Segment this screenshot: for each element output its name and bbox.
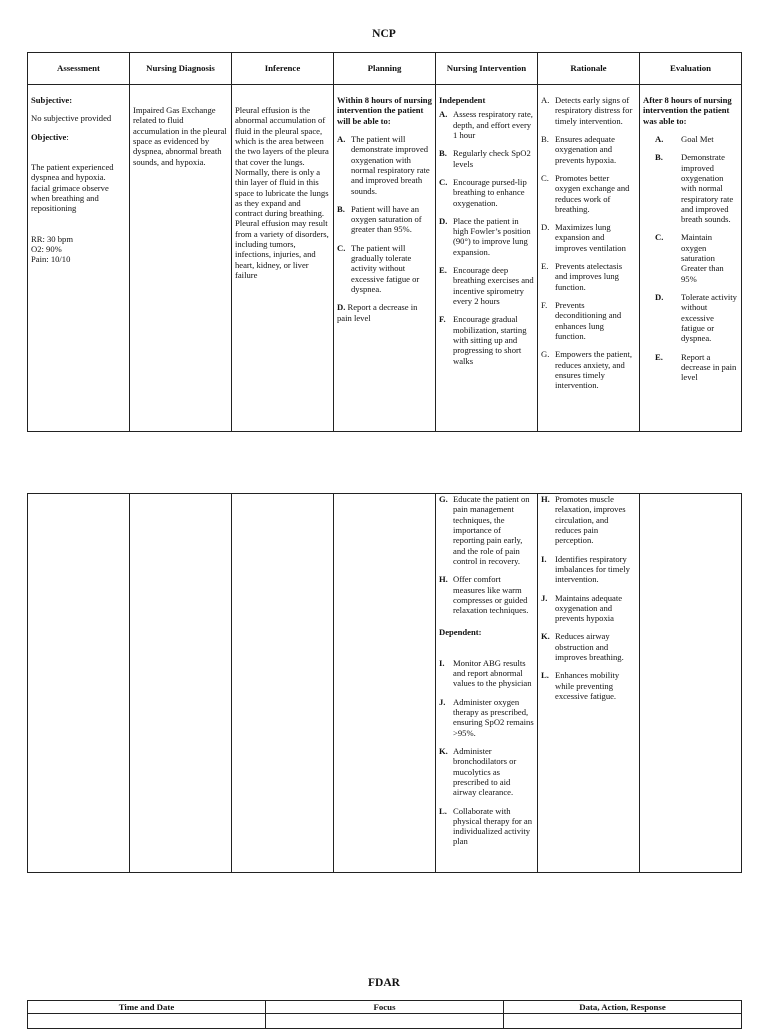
list-letter: D.: [541, 222, 550, 233]
list-letter: B.: [439, 148, 447, 159]
list-letter: B.: [655, 152, 663, 163]
assessment-cell: [28, 85, 130, 432]
vital-pain: Pain: 10/10: [31, 254, 71, 265]
list-text: Assess respiratory rate, depth, and effort every 1 hour: [453, 109, 533, 140]
rationale-item: [541, 494, 636, 546]
header-planning: Planning: [334, 53, 436, 85]
objective-text: The patient experienced dyspnea and hypoxia. facial grimace observe when breathing and repositioning: [31, 161, 114, 214]
list-text: The patient will demonstrate improved oxygenation with normal respiratory rate and improved breath sounds.: [351, 133, 430, 196]
vital-rr: RR: 30 bpm: [31, 233, 74, 244]
continuation-diagnosis-cell: [130, 494, 232, 873]
list-letter: C.: [655, 232, 664, 243]
list-letter: D.: [439, 215, 448, 226]
planning-item: [337, 243, 432, 295]
rationale-item: [541, 261, 636, 292]
list-text: Tolerate activity without excessive fatigue or dyspnea.: [681, 292, 737, 344]
list-letter: H.: [439, 574, 448, 585]
ncp-header-row: [28, 53, 742, 85]
planning-cell: [334, 85, 436, 432]
fdar-header-row: [28, 1001, 742, 1014]
ncp-title: NCP: [372, 28, 396, 40]
list-text: Monitor ABG results and report abnormal values to the physician: [453, 657, 532, 689]
subjective-label: Subjective:: [31, 95, 73, 105]
intervention-cell: [436, 85, 538, 432]
intervention-item: [439, 697, 534, 738]
rationale-item: [541, 349, 636, 390]
fdar-title: FDAR: [368, 977, 400, 989]
list-text: Educate the patient on pain management techniques, the importance of reporting pain early, and the role of pain control in recovery.: [453, 494, 530, 566]
list-text: Offer comfort measures like warm compresses or guided relaxation techniques.: [453, 574, 529, 616]
list-text: Identifies respiratory imbalances for timely intervention.: [555, 553, 630, 585]
list-letter: I.: [541, 553, 547, 564]
list-text: Prevents deconditioning and enhances lung function.: [555, 300, 622, 341]
list-text: Encourage deep breathing exercises and incentive spirometry every 2 hours: [453, 265, 534, 306]
list-text: Detects early signs of respiratory distress for timely intervention.: [555, 95, 633, 126]
vital-o2: O2: 90%: [31, 243, 62, 254]
header-rationale: Rationale: [538, 53, 640, 85]
intervention-item: [439, 806, 534, 847]
list-text: Administer bronchodilators or mucolytics as prescribed to aid airway clearance.: [453, 745, 517, 798]
header-evaluation: Evaluation: [640, 53, 742, 85]
list-letter: A.: [655, 133, 664, 144]
evaluation-intro: After 8 hours of nursing intervention the patient was able to:: [643, 95, 732, 126]
list-text: Promotes better oxygen exchange and reduces work of breathing.: [555, 172, 630, 214]
inference-text: Pleural effusion is the abnormal accumulation of fluid in the pleural space, which is the area between the two layers of the pleura that cover the lungs. Normally, there is only a thin layer of fluid in this space to lubricate the lungs as they expand and contract during breathing. Pleural effusion may result from a variety of disorders, including tumors, infections, injuries, and heart, kidney, or liver failure: [235, 105, 329, 280]
intervention-item: [439, 109, 534, 140]
evaluation-item: [643, 352, 738, 383]
list-text: Maintains adequate oxygenation and prevents hypoxia: [555, 592, 623, 624]
list-letter: C.: [541, 172, 549, 183]
intervention-item: [439, 216, 534, 257]
intervention-item: [439, 177, 534, 208]
diagnosis-text: Impaired Gas Exchange related to fluid accumulation in the pleural space as evidenced by dyspnea, abnormal breath sounds, and hypoxia.: [133, 105, 227, 167]
header-assessment: Assessment: [28, 53, 130, 85]
fdar-header-focus: Focus: [266, 1001, 504, 1014]
fdar-dar-cell: [504, 1014, 742, 1029]
list-text: Place the patient in high Fowler’s position (90°) to improve lung expansion.: [453, 215, 531, 257]
evaluation-item: [643, 232, 738, 284]
list-letter: H.: [541, 494, 550, 504]
rationale-item: [541, 134, 636, 165]
list-letter: G.: [439, 494, 448, 504]
intervention-item: [439, 148, 534, 169]
list-letter: D.: [337, 302, 346, 313]
intervention-item: [439, 658, 534, 689]
ncp-table: [27, 52, 742, 432]
intervention-item: [439, 265, 534, 306]
header-inference: Inference: [232, 53, 334, 85]
fdar-focus-cell: [266, 1014, 504, 1029]
ncp-continuation-row: [28, 494, 742, 873]
list-text: Report a decrease in pain level: [337, 302, 418, 323]
evaluation-cell: [640, 85, 742, 432]
fdar-header-time-date: Time and Date: [28, 1001, 266, 1014]
list-text: Collaborate with physical therapy for an individualized activity plan: [453, 805, 532, 847]
rationale-item: [541, 670, 636, 701]
intervention-item: [439, 574, 534, 615]
list-text: Regularly check SpO2 levels: [453, 148, 531, 169]
list-letter: L.: [439, 805, 447, 816]
fdar-header-dar: Data, Action, Response: [504, 1001, 742, 1014]
subjective-text: No subjective provided: [31, 113, 112, 124]
continuation-planning-cell: [334, 494, 436, 873]
continuation-assessment-cell: [28, 494, 130, 873]
list-letter: E.: [439, 265, 447, 276]
planning-item: [337, 302, 432, 323]
list-text: Administer oxygen therapy as prescribed, ensuring SpO2 remains >95%.: [453, 696, 534, 738]
list-letter: C.: [337, 242, 346, 253]
rationale-cell: [538, 85, 640, 432]
list-letter: F.: [439, 314, 446, 325]
list-text: The patient will gradually tolerate activity without excessive fatigue or dyspnea.: [351, 242, 420, 294]
list-text: Report a decrease in pain level: [681, 351, 737, 383]
list-letter: C.: [439, 176, 448, 187]
list-letter: K.: [439, 745, 448, 756]
rationale-item: [541, 631, 636, 662]
list-text: Encourage gradual mobilization, starting with sitting up and progressing to short walks: [453, 314, 527, 366]
objective-colon: :: [66, 131, 69, 142]
fdar-body-row: [28, 1014, 742, 1029]
list-letter: G.: [541, 349, 550, 360]
list-text: Goal Met: [681, 133, 714, 144]
list-text: Empowers the patient, reduces anxiety, and ensures timely intervention.: [555, 349, 633, 391]
inference-cell: [232, 85, 334, 432]
continuation-rationale-cell: [538, 494, 640, 873]
objective-label: Objective: [31, 131, 67, 142]
list-text: Demonstrate improved oxygenation with normal respiratory rate and improved breath sounds.: [681, 152, 734, 225]
evaluation-item: [643, 292, 738, 344]
header-nursing-intervention: Nursing Intervention: [436, 53, 538, 85]
planning-intro: Within 8 hours of nursing intervention the patient will be able to:: [337, 95, 432, 126]
ncp-continuation-table: [27, 493, 742, 873]
list-letter: I.: [439, 657, 445, 668]
diagnosis-cell: [130, 85, 232, 432]
planning-item: [337, 134, 432, 196]
list-letter: F.: [541, 300, 548, 310]
list-text: Enhances mobility while preventing excessive fatigue.: [555, 670, 620, 701]
list-letter: K.: [541, 631, 550, 642]
list-letter: B.: [337, 203, 345, 214]
list-letter: A.: [439, 109, 448, 120]
list-letter: E.: [541, 261, 549, 272]
list-letter: A.: [337, 133, 346, 144]
rationale-item: [541, 593, 636, 624]
list-text: Maximizes lung expansion and improves ventilation: [555, 222, 626, 253]
rationale-item: [541, 300, 636, 341]
rationale-item: [541, 554, 636, 585]
list-letter: E.: [655, 351, 663, 362]
rationale-item: [541, 173, 636, 214]
evaluation-item: [643, 134, 738, 144]
list-text: Ensures adequate oxygenation and prevents hypoxia.: [555, 133, 617, 165]
list-letter: L.: [541, 670, 549, 681]
list-text: Reduces airway obstruction and improves breathing.: [555, 631, 624, 663]
continuation-inference-cell: [232, 494, 334, 873]
dependent-label: Dependent:: [439, 627, 482, 638]
continuation-evaluation-cell: [640, 494, 742, 873]
planning-item: [337, 204, 432, 235]
continuation-intervention-cell: [436, 494, 538, 873]
independent-label: Independent: [439, 95, 486, 105]
rationale-item: [541, 222, 636, 253]
list-letter: J.: [541, 592, 548, 603]
evaluation-item: [643, 152, 738, 224]
list-text: Prevents atelectasis and improves lung function.: [555, 261, 623, 292]
list-letter: D.: [655, 292, 664, 302]
fdar-time-date-cell: [28, 1014, 266, 1029]
list-text: Maintain oxygen saturation Greater than 95%: [681, 232, 724, 284]
list-text: Promotes muscle relaxation, improves circulation, and reduces pain perception.: [555, 494, 626, 546]
list-text: Patient will have an oxygen saturation of greater than 95%.: [351, 203, 422, 235]
intervention-item: [439, 494, 534, 566]
rationale-item: [541, 95, 636, 126]
list-letter: B.: [541, 133, 549, 144]
fdar-table: [27, 1000, 742, 1029]
list-letter: A.: [541, 95, 550, 105]
list-text: Encourage pursed-lip breathing to enhance oxygenation.: [453, 176, 527, 208]
ncp-body-row: [28, 85, 742, 432]
header-nursing-diagnosis: Nursing Diagnosis: [130, 53, 232, 85]
intervention-item: [439, 314, 534, 366]
list-letter: J.: [439, 696, 446, 707]
intervention-item: [439, 746, 534, 798]
